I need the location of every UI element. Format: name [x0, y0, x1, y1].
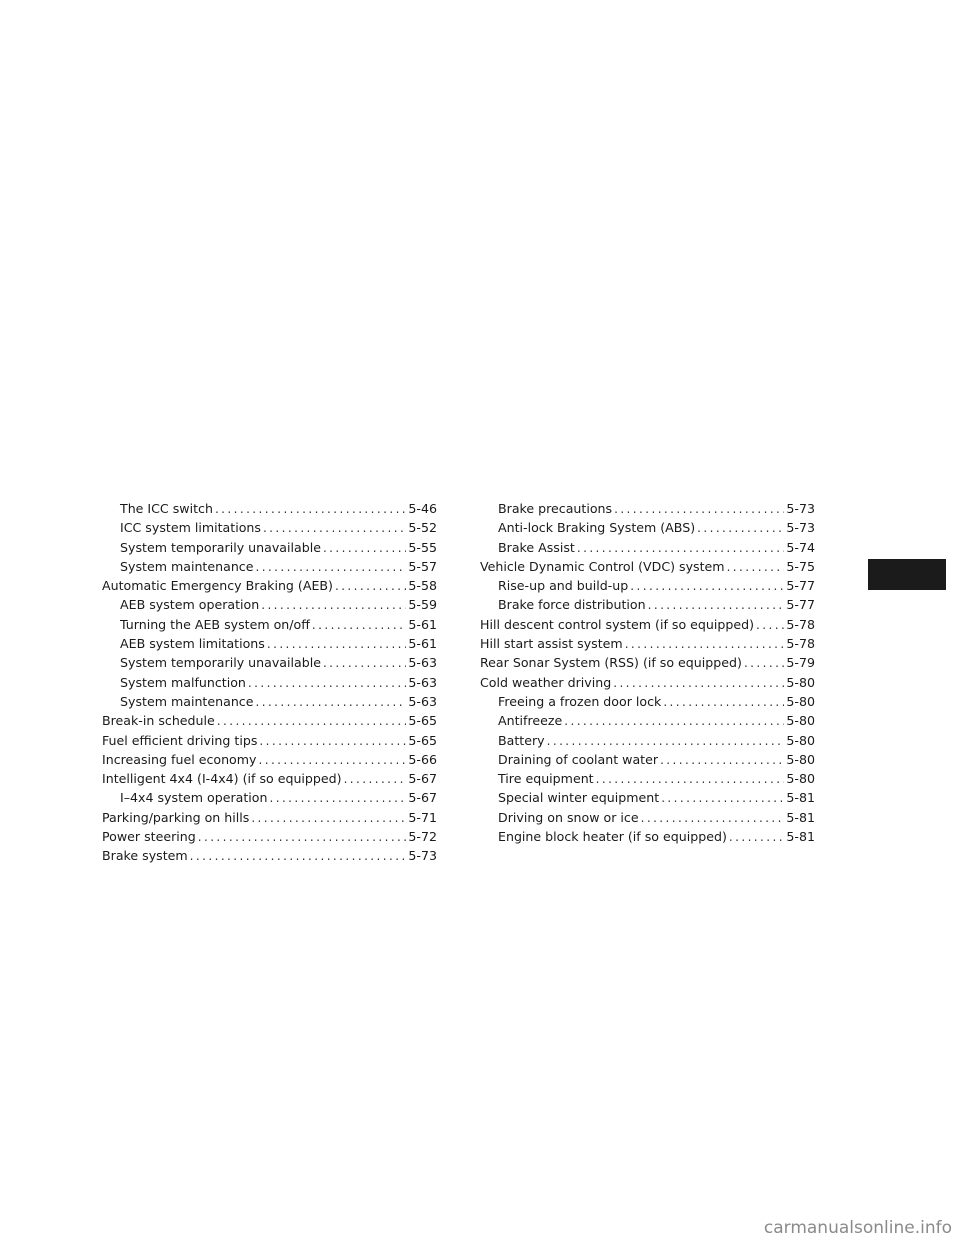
dot-leader — [697, 519, 784, 538]
toc-entry-page: 5-73 — [408, 848, 437, 864]
toc-entry-page: 5-74 — [786, 539, 815, 555]
toc-entry[interactable] — [102, 827, 437, 846]
dot-leader — [663, 693, 784, 712]
toc-entry-title: Brake system — [102, 848, 188, 864]
toc-entry-title: Special winter equipment — [498, 790, 660, 806]
toc-entry[interactable] — [102, 692, 437, 711]
toc-entry-title: Rise-up and build-up — [498, 578, 629, 594]
dot-leader — [577, 539, 785, 558]
dot-leader — [258, 751, 406, 770]
toc-entry-title: Draining of coolant water — [498, 751, 659, 767]
toc-entry[interactable] — [102, 518, 437, 537]
toc-entry-page: 5-79 — [786, 655, 815, 671]
toc-entry[interactable] — [480, 615, 815, 634]
dot-leader — [564, 712, 784, 731]
dot-leader — [263, 519, 406, 538]
dot-leader — [255, 693, 406, 712]
toc-entry[interactable] — [480, 769, 815, 788]
toc-entry-title: AEB system operation — [120, 597, 260, 613]
toc-entry[interactable] — [480, 788, 815, 807]
dot-leader — [613, 674, 784, 693]
toc-entry-page: 5-80 — [786, 732, 815, 748]
toc-entry-page: 5-73 — [786, 501, 815, 516]
toc-entry-page: 5-77 — [786, 597, 815, 613]
dot-leader — [248, 674, 407, 693]
toc-entry-title: Freeing a frozen door lock — [498, 693, 662, 709]
toc-entry-page: 5-57 — [408, 558, 437, 574]
toc-entry-page: 5-61 — [408, 616, 437, 632]
toc-entry[interactable] — [102, 731, 437, 750]
toc-entry-title: ICC system limitations — [120, 520, 261, 536]
toc-entry-page: 5-58 — [408, 578, 437, 594]
toc-entry-page: 5-73 — [786, 520, 815, 536]
dot-leader — [255, 558, 406, 577]
toc-entry[interactable] — [480, 711, 815, 730]
toc-entry[interactable] — [102, 808, 437, 827]
toc-entry[interactable] — [480, 750, 815, 769]
dot-leader — [217, 712, 407, 731]
toc-entry-title: Battery — [498, 732, 545, 748]
toc-entry-page: 5-71 — [408, 809, 437, 825]
toc-entry[interactable] — [102, 750, 437, 769]
dot-leader — [323, 539, 406, 558]
toc-entry-title: Break-in schedule — [102, 713, 215, 729]
dot-leader — [198, 828, 407, 847]
dot-leader — [661, 789, 784, 808]
dot-leader — [630, 577, 784, 596]
toc-entry-page: 5-67 — [408, 790, 437, 806]
toc-entry[interactable] — [102, 653, 437, 672]
toc-entry-title: Brake Assist — [498, 539, 575, 555]
toc-entry-title: Rear Sonar System (RSS) (if so equipped) — [480, 655, 742, 671]
dot-leader — [614, 500, 784, 519]
toc-entry-page: 5-67 — [408, 771, 437, 787]
toc-entry-title: Automatic Emergency Braking (AEB) — [102, 578, 333, 594]
toc-entry-page: 5-66 — [408, 751, 437, 767]
toc-entry-page: 5-80 — [786, 771, 815, 787]
toc-entry-title: Driving on snow or ice — [498, 809, 639, 825]
dot-leader — [323, 654, 406, 673]
toc-entry-page: 5-81 — [786, 809, 815, 825]
toc-entry[interactable] — [480, 538, 815, 557]
dot-leader — [729, 828, 785, 847]
toc-entry-page: 5-77 — [786, 578, 815, 594]
dot-leader — [641, 809, 785, 828]
toc-entry-title: Turning the AEB system on/off — [120, 616, 310, 632]
toc-entry-title: Parking/parking on hills — [102, 809, 250, 825]
toc-entry-page: 5-72 — [408, 829, 437, 845]
toc-entry-page: 5-63 — [408, 674, 437, 690]
toc-entry-title: System temporarily unavailable — [120, 655, 321, 671]
toc-entry-page: 5-80 — [786, 751, 815, 767]
toc-entry-page: 5-65 — [408, 732, 437, 748]
toc-entry[interactable] — [102, 499, 437, 518]
toc-entry[interactable] — [480, 692, 815, 711]
toc-entry-title: Antifreeze — [498, 713, 563, 729]
dot-leader — [261, 596, 406, 615]
toc-entry[interactable] — [102, 595, 437, 614]
dot-leader — [251, 809, 406, 828]
toc-entry-page: 5-52 — [408, 520, 437, 536]
toc-entry[interactable] — [102, 634, 437, 653]
dot-leader — [756, 616, 784, 635]
toc-entry-page: 5-80 — [786, 674, 815, 690]
toc-entry-title: Increasing fuel economy — [102, 751, 257, 767]
toc-entry[interactable] — [480, 595, 815, 614]
toc-entry-page: 5-78 — [786, 616, 815, 632]
toc-entry[interactable] — [102, 711, 437, 730]
toc-column-left — [102, 499, 437, 866]
toc-entry[interactable] — [102, 615, 437, 634]
toc-entry[interactable] — [102, 557, 437, 576]
toc-entry-title: Hill start assist system — [480, 636, 623, 652]
dot-leader — [215, 500, 406, 519]
dot-leader — [344, 770, 407, 789]
dot-leader — [190, 847, 407, 866]
toc-entry-title: System malfunction — [120, 674, 246, 690]
dot-leader — [596, 770, 785, 789]
toc-entry-title: System maintenance — [120, 558, 254, 574]
toc-entry-page: 5-63 — [408, 693, 437, 709]
dot-leader — [648, 596, 785, 615]
toc-entry-title: Intelligent 4x4 (I-4x4) (if so equipped) — [102, 771, 342, 787]
dot-leader — [270, 789, 407, 808]
toc-entry[interactable] — [102, 538, 437, 557]
toc-entry-page: 5-78 — [786, 636, 815, 652]
dot-leader — [727, 558, 785, 577]
toc-entry-title: Power steering — [102, 829, 196, 845]
dot-leader — [312, 616, 406, 635]
toc-entry-title: AEB system limitations — [120, 636, 265, 652]
toc-entry[interactable] — [102, 576, 437, 595]
toc-entry-title: Cold weather driving — [480, 674, 612, 690]
toc-entry-title: Vehicle Dynamic Control (VDC) system — [480, 558, 725, 574]
toc-entry-title: The ICC switch — [120, 501, 213, 516]
footer-watermark: carmanualsonline.info — [763, 1218, 952, 1238]
dot-leader — [744, 654, 784, 673]
section-tab — [868, 559, 946, 590]
toc-entry[interactable] — [102, 769, 437, 788]
toc-entry-title: System temporarily unavailable — [120, 539, 321, 555]
dot-leader — [625, 635, 785, 654]
dot-leader — [660, 751, 784, 770]
toc-entry-page: 5-59 — [408, 597, 437, 613]
toc-entry[interactable] — [480, 634, 815, 653]
toc-entry[interactable] — [480, 557, 815, 576]
dot-leader — [267, 635, 407, 654]
toc-entry-page: 5-63 — [408, 655, 437, 671]
toc-entry-page: 5-80 — [786, 693, 815, 709]
toc-entry-title: Tire equipment — [498, 771, 594, 787]
toc-entry-page: 5-81 — [786, 829, 815, 845]
toc-column-right — [480, 499, 815, 846]
toc-entry-page: 5-75 — [786, 558, 815, 574]
toc-entry[interactable] — [102, 673, 437, 692]
toc-entry[interactable] — [480, 576, 815, 595]
toc-entry-page: 5-81 — [786, 790, 815, 806]
toc-entry[interactable] — [480, 808, 815, 827]
toc-entry-title: Anti-lock Braking System (ABS) — [498, 520, 696, 536]
toc-entry-title: Brake force distribution — [498, 597, 646, 613]
toc-entry-page: 5-55 — [408, 539, 437, 555]
toc-entry-page: 5-65 — [408, 713, 437, 729]
toc-entry[interactable] — [480, 518, 815, 537]
toc-entry[interactable] — [480, 653, 815, 672]
toc-entry[interactable] — [480, 827, 815, 846]
toc-entry[interactable] — [480, 673, 815, 692]
toc-entry[interactable] — [480, 731, 815, 750]
toc-entry-title: Fuel efficient driving tips — [102, 732, 258, 748]
toc-entry-title: Engine block heater (if so equipped) — [498, 829, 727, 845]
dot-leader — [547, 732, 785, 751]
dot-leader — [335, 577, 406, 596]
toc-entry-title: I–4x4 system operation — [120, 790, 268, 806]
toc-entry-page: 5-46 — [408, 501, 437, 516]
toc-entry-title: Hill descent control system (if so equipped) — [480, 616, 755, 632]
toc-entry-page: 5-80 — [786, 713, 815, 729]
dot-leader — [259, 732, 406, 751]
toc-entry[interactable] — [480, 499, 815, 518]
toc-entry-title: Brake precautions — [498, 501, 613, 516]
toc-entry-title: System maintenance — [120, 693, 254, 709]
toc-entry-page: 5-61 — [408, 636, 437, 652]
toc-entry[interactable] — [102, 846, 437, 865]
toc-entry[interactable] — [102, 788, 437, 807]
